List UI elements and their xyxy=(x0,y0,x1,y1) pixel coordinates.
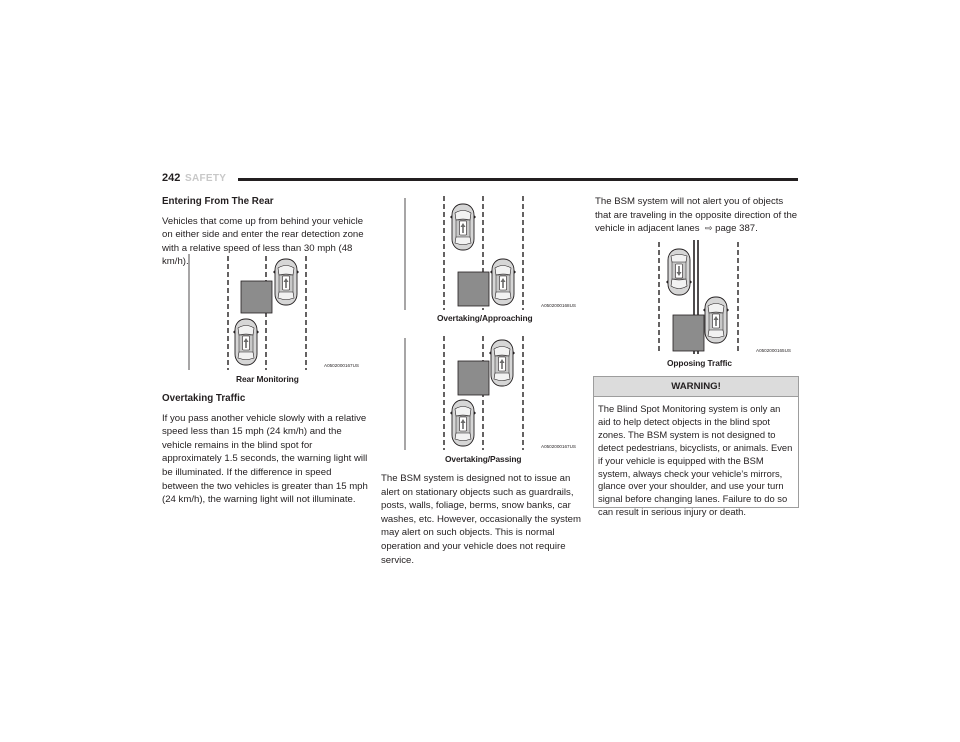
car-icon xyxy=(450,400,476,446)
overtaking-passing-diagram xyxy=(404,336,584,452)
middle-column-text xyxy=(381,472,587,575)
figure-id: A0502000168US xyxy=(541,303,576,308)
heading-overtaking-traffic: Overtaking Traffic xyxy=(162,393,246,404)
figure-overtaking-approaching xyxy=(404,196,584,330)
paragraph-stationary-objects: The BSM system is designed not to issue an alert on stationary objects such as guardrails, posts, walls, foliage, berms, snow banks, car washes, etc. However, occasionally the system may alert on such objects. This is normal operation and your vehicle does not require service. xyxy=(381,473,581,566)
figure-opposing-traffic xyxy=(656,240,798,372)
detection-zone xyxy=(241,281,272,313)
figure-caption: Rear Monitoring xyxy=(236,374,299,384)
page-header xyxy=(162,172,798,188)
page-number: 242 xyxy=(162,172,181,184)
heading-entering-from-rear: Entering From The Rear xyxy=(162,196,274,207)
right-column-text xyxy=(595,195,801,244)
figure-id: A0502000165US xyxy=(756,348,791,353)
warning-text: The Blind Spot Monitoring system is only an aid to help detect objects in the blind spot zones. The BSM system is not designed to detect pedestrians, bicyclists, or animals. Even if your vehicle is equipped with the BSM system, always check your vehicle’s mirrors, glance over your shoulder, and use your turn signal before changing lanes. Failure to do so can result in serious injury or death. xyxy=(598,403,793,518)
opposing-traffic-diagram xyxy=(656,240,798,356)
paragraph-opposing-traffic: The BSM system will not alert you of objects that are traveling in the opposite direction of the vehicle in adjacent lanes ⇨ page 387. xyxy=(595,196,798,235)
figure-overtaking-passing xyxy=(404,336,584,470)
oncoming-car-icon xyxy=(666,249,692,295)
car-icon xyxy=(450,204,476,250)
paragraph-entering-from-rear: Vehicles that come up from behind your vehicle on either side and enter the rear detection zone with a relative speed of less than 30 mph (48 km/h). xyxy=(162,215,364,268)
car-icon xyxy=(233,319,259,365)
figure-id: A0502000167US xyxy=(541,444,576,449)
paragraph-overtaking-traffic: If you pass another vehicle slowly with a relative speed less than 15 mph (24 km/h) and the vehicle remains in the blind spot for approximately 1.5 seconds, the warning light will be illuminated. If the difference in speed between the two vehicles is greater than 15 mph (24 km/h), the warning light will not illuminate. xyxy=(162,412,368,506)
rear-monitoring-diagram xyxy=(188,252,368,372)
car-icon xyxy=(703,297,729,343)
figure-rear-monitoring xyxy=(188,252,368,388)
page-reference-link[interactable]: page 387. xyxy=(715,223,758,235)
car-icon xyxy=(489,340,515,386)
detection-zone xyxy=(673,315,704,351)
detection-zone xyxy=(458,272,489,306)
figure-caption: Opposing Traffic xyxy=(667,358,732,368)
overtaking-approaching-diagram xyxy=(404,196,584,312)
page-ref-arrow-icon: ⇨ xyxy=(704,223,713,234)
warning-box xyxy=(593,376,799,518)
figure-id: A0502000167US xyxy=(324,363,359,368)
header-rule xyxy=(238,178,798,181)
figure-caption: Overtaking/Approaching xyxy=(437,313,533,323)
figure-caption: Overtaking/Passing xyxy=(445,454,522,464)
car-icon xyxy=(490,259,516,305)
car-icon xyxy=(273,259,299,305)
left-column-lower xyxy=(162,392,368,515)
warning-title: WARNING! xyxy=(594,377,798,397)
detection-zone xyxy=(458,361,489,395)
section-title: SAFETY xyxy=(185,173,227,184)
